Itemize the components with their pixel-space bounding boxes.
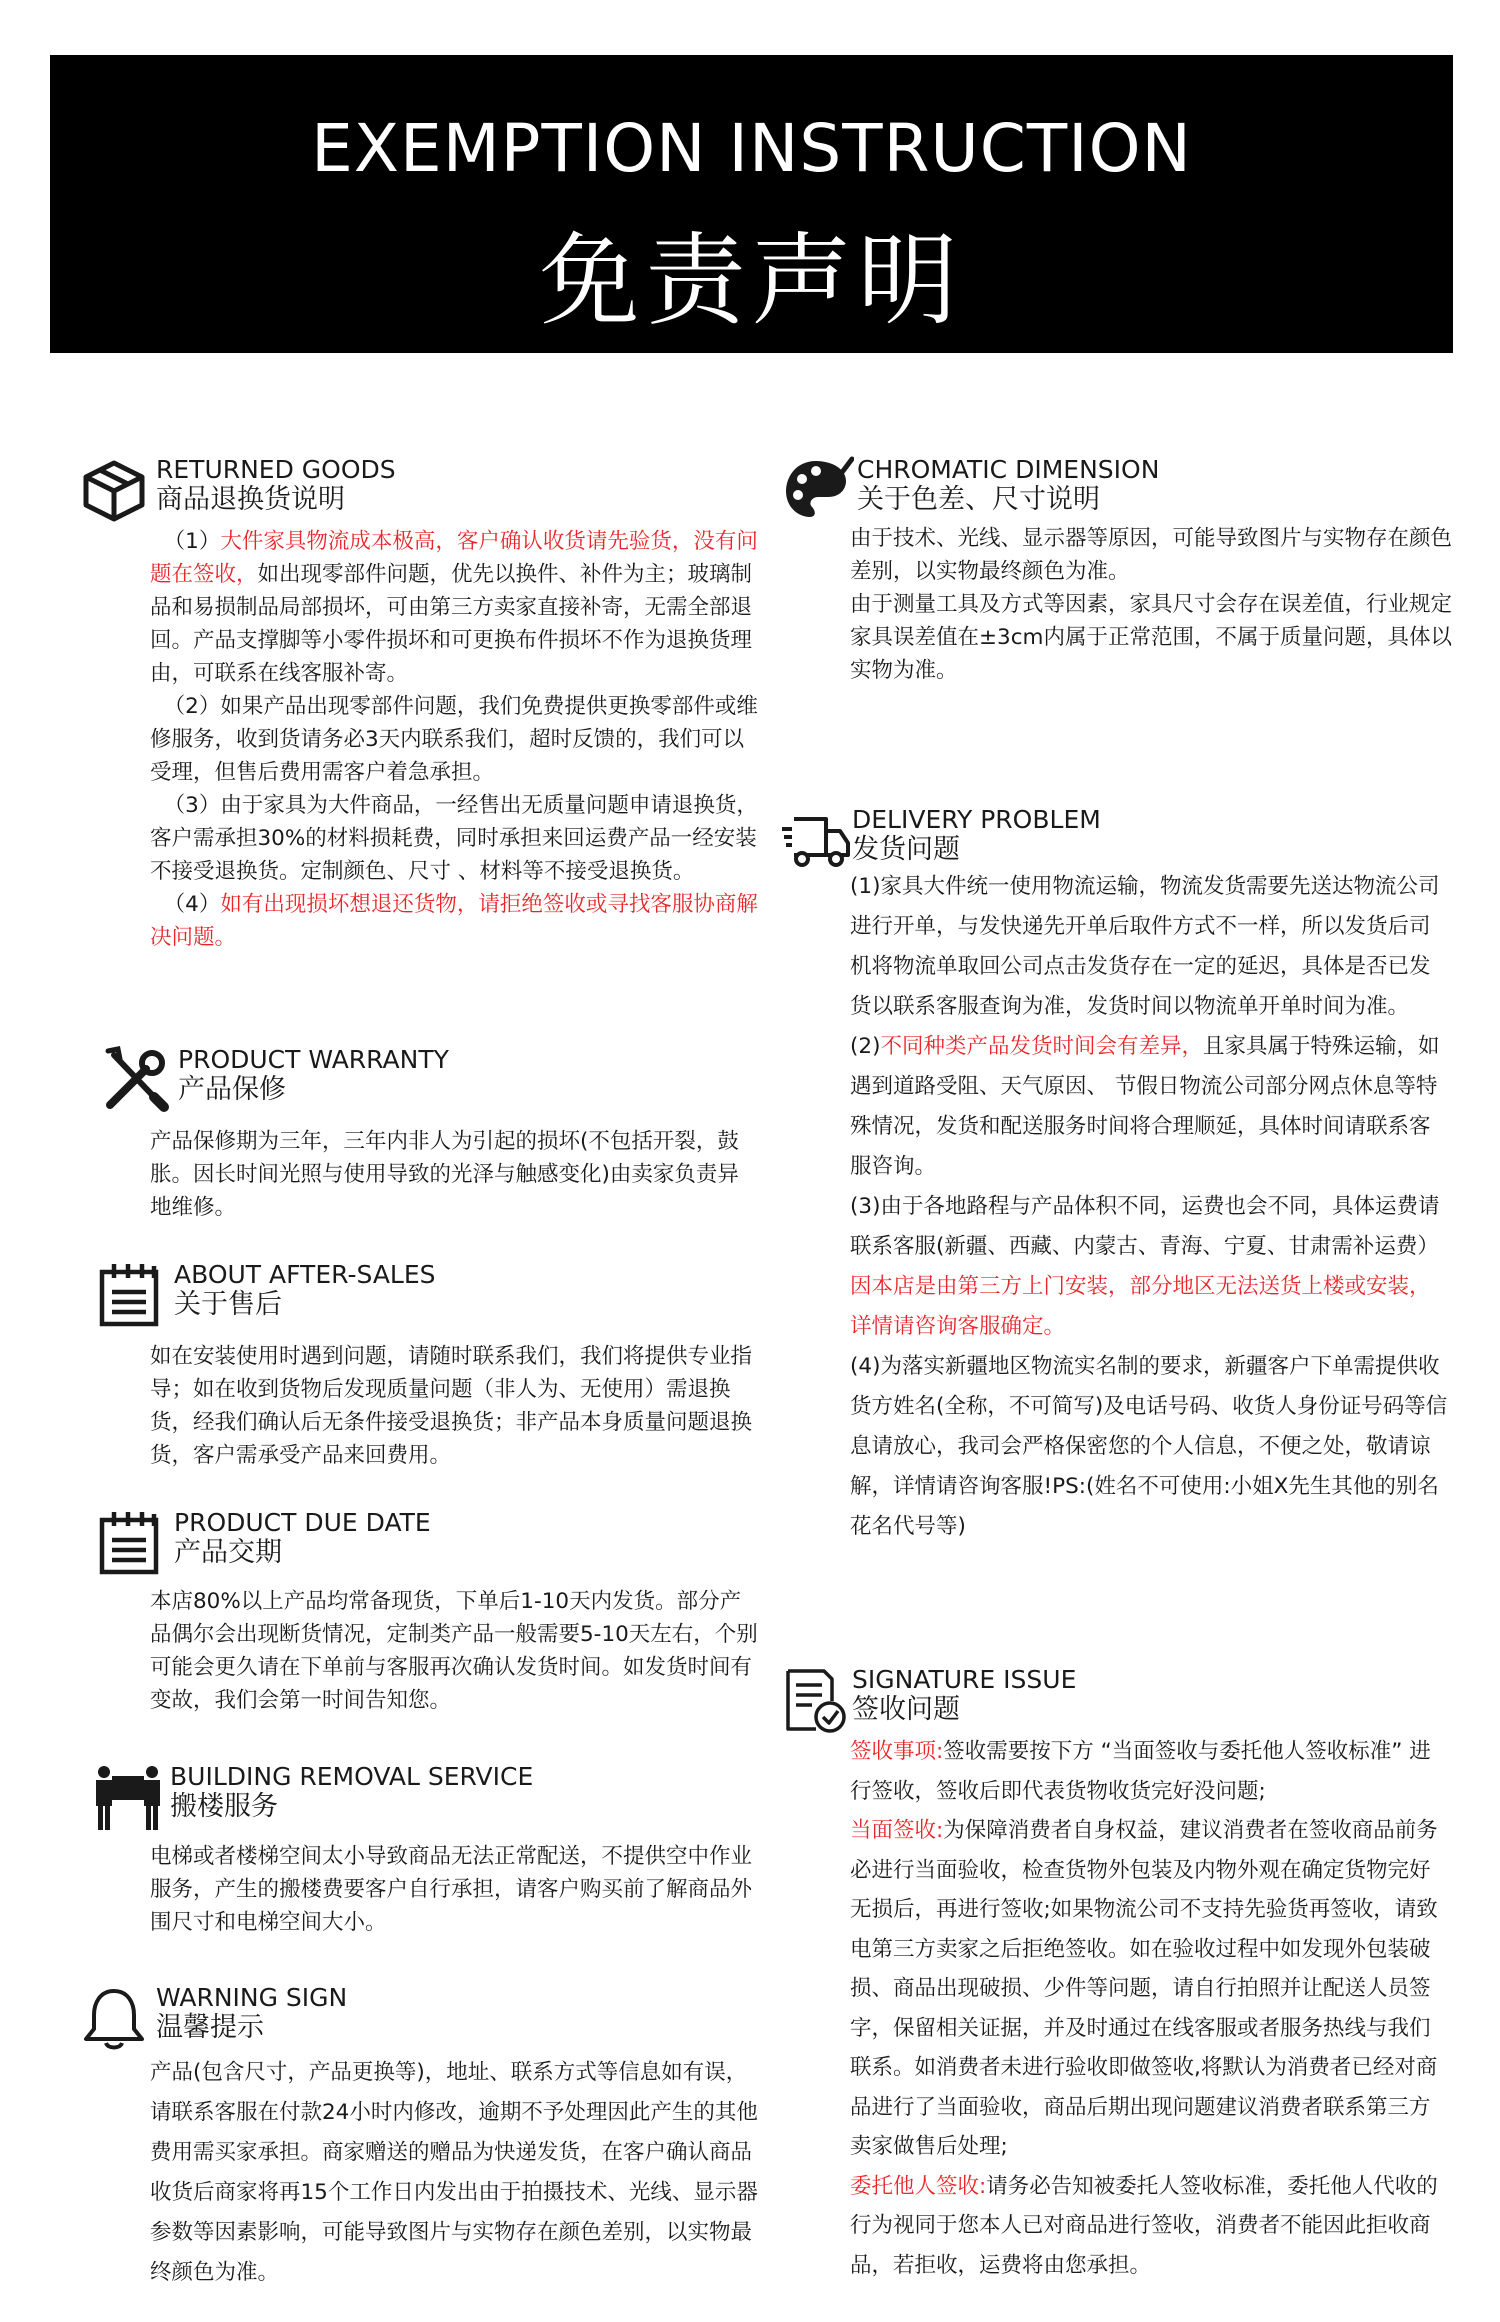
paragraph: 电梯或者楼梯空间太小导致商品无法正常配送，不提供空中作业服务，产生的搬楼费要客户自行承担，请客户购买前了解商品外围尺寸和电梯空间大小。	[150, 1844, 753, 1935]
paragraph: 由于测量工具及方式等因素，家具尺寸会存在误差值，行业规定家具误差值在±3cm内属于正常范围，不属于质量问题，具体以实物为准。	[850, 592, 1453, 683]
section-title-en: PRODUCT DUE DATE	[174, 1508, 431, 1537]
section-title-en: RETURNED GOODS	[156, 455, 396, 484]
highlight-text: 如有出现损坏想退还货物，请拒绝签收或寻找客服协商解决问题。	[150, 892, 758, 950]
section-title-cn: 产品交期	[174, 1537, 282, 1568]
calendar-list-icon	[96, 1508, 168, 1580]
paragraph: 委托他人签收:请务必告知被委托人签收标准，委托他人代收的行为视同于您本人已对商品进行签收，消费者不能因此拒收商品，若拒收，运费将由您承担。	[850, 2173, 1438, 2278]
section-title-cn: 产品保修	[178, 1074, 286, 1105]
calendar-list-icon	[96, 1260, 168, 1332]
paragraph: 当面签收:为保障消费者自身权益，建议消费者在签收商品前务必进行当面验收，检查货物外包装及内物外观在确定货物完好无损后，再进行签收;如果物流公司不支持先验货再签收，请致电第三方卖家之后拒绝签收。如在验收过程中如发现外包装破损、商品出现破损、少件等问题，请自行拍照并让配送人员签字，保留相关证据，并及时通过在线客服或者服务热线与我们联系。如消费者未进行验收即做签收,将默认为消费者已经对商品进行了当面验收，商品后期出现问题建议消费者联系第三方卖家做售后处理;	[850, 1818, 1438, 2159]
paragraph: （4）如有出现损坏想退还货物，请拒绝签收或寻找客服协商解决问题。	[150, 892, 758, 950]
signed-document-icon	[780, 1665, 852, 1737]
bell-icon	[78, 1983, 150, 2055]
paragraph: （3）由于家具为大件商品，一经售出无质量问题申请退换货，客户需承担30%的材料损耗费，同时承担来回运费产品一经安装不接受退换货。定制颜色、尺寸 、材料等不接受退换货。	[150, 793, 758, 884]
section-title-en: BUILDING REMOVAL SERVICE	[170, 1762, 534, 1791]
paragraph: 产品保修期为三年，三年内非人为引起的损坏(不包括开裂，鼓胀。因长时间光照与使用导致的光泽与触感变化)由卖家负责异地维修。	[150, 1129, 739, 1220]
wrench-screwdriver-icon	[100, 1045, 172, 1117]
section-title-en: ABOUT AFTER-SALES	[174, 1260, 436, 1289]
paragraph: （2）如果产品出现零部件问题，我们免费提供更换零部件或维修服务，收到货请务必3天内联系我们，超时反馈的，我们可以受理，但售后费用需客户着急承担。	[150, 694, 758, 785]
section-title-cn: 发货问题	[852, 834, 960, 865]
after-sales-text	[150, 1340, 760, 1472]
paragraph: （1）大件家具物流成本极高，客户确认收货请先验货，没有问题在签收，如出现零部件问题，优先以换件、补件为主；玻璃制品和易损制品局部损坏，可由第三方卖家直接补寄，无需全部退回。产品支撑脚等小零件损坏和可更换布件损坏不作为退换货理由，可联系在线客服补寄。	[150, 529, 758, 686]
highlight-text: 当面签收:	[850, 1818, 944, 1843]
section-title-cn: 商品退换货说明	[156, 484, 345, 515]
header-banner	[50, 55, 1453, 353]
section-title-cn: 搬楼服务	[170, 1791, 278, 1822]
section-title-cn: 签收问题	[852, 1694, 960, 1725]
paragraph: 本店80%以上产品均常备现货，下单后1-10天内发货。部分产品偶尔会出现断货情况，定制类产品一般需要5-10天左右，个别可能会更久请在下单前与客服再次确认发货时间。如发货时间有变故，我们会第一时间告知您。	[150, 1589, 758, 1713]
highlight-text: 签收事项:	[850, 1739, 944, 1764]
chromatic-text	[850, 522, 1460, 687]
delivery-truck-icon	[780, 805, 852, 877]
section-title-cn: 关于色差、尺寸说明	[857, 484, 1100, 515]
section-title-en: DELIVERY PROBLEM	[852, 805, 1101, 834]
section-title-en: CHROMATIC DIMENSION	[857, 455, 1160, 484]
highlight-text: 大件家具物流成本极高，客户确认收货请先验货，没有问题在签收，	[150, 529, 758, 587]
returned-goods-text	[150, 525, 760, 954]
box-icon	[78, 455, 150, 527]
paragraph: 产品(包含尺寸，产品更换等)，地址、联系方式等信息如有误，请联系客服在付款24小时内修改，逾期不予处理因此产生的其他费用需买家承担。商家赠送的赠品为快递发货，在客户确认商品收货后商家将再15个工作日内发出由于拍摄技术、光线、显示器参数等因素影响，可能导致图片与实物存在颜色差别，以实物最终颜色为准。	[150, 2060, 758, 2285]
paragraph: (3)由于各地路程与产品体积不同，运费也会不同，具体运费请联系客服(新疆、西藏、内蒙古、青海、宁夏、甘肃需补运费）因本店是由第三方上门安装，部分地区无法送货上楼或安装，详情请咨询客服确定。	[850, 1194, 1440, 1339]
highlight-text: 不同种类产品发货时间会有差异，	[880, 1034, 1203, 1059]
signature-text	[850, 1732, 1450, 2285]
section-title-en: PRODUCT WARRANTY	[178, 1045, 449, 1074]
highlight-text: 因本店是由第三方上门安装，部分地区无法送货上楼或安装，详情请咨询客服确定。	[850, 1274, 1431, 1339]
palette-icon	[782, 455, 854, 527]
due-date-text	[150, 1585, 760, 1717]
section-title-cn: 温馨提示	[156, 2012, 264, 2043]
paragraph: (1)家具大件统一使用物流运输，物流发货需要先送达物流公司进行开单，与发快递先开单后取件方式不一样，所以发货后司机将物流单取回公司点击发货存在一定的延迟，具体是否已发货以联系客服查询为准，发货时间以物流单开单时间为准。	[850, 874, 1440, 1019]
paragraph: 签收事项:签收需要按下方 “当面签收与委托他人签收标准” 进行签收，签收后即代表货物收货完好没问题;	[850, 1739, 1431, 1804]
section-title-en: SIGNATURE ISSUE	[852, 1665, 1077, 1694]
section-title-cn: 关于售后	[174, 1289, 282, 1320]
banner-title-en: EXEMPTION INSTRUCTION	[311, 110, 1192, 187]
paragraph: (2)不同种类产品发货时间会有差异，且家具属于特殊运输，如遇到道路受阻、天气原因、 节假日物流公司部分网点休息等特殊情况，发货和配送服务时间将合理顺延，具体时间请联系客服咨询。	[850, 1034, 1440, 1179]
paragraph: 由于技术、光线、显示器等原因，可能导致图片与实物存在颜色差别，以实物最终颜色为准。	[850, 526, 1453, 584]
paragraph: (4)为落实新疆地区物流实名制的要求，新疆客户下单需提供收货方姓名(全称，不可简写)及电话号码、收货人身份证号码等信息请放心，我司会严格保密您的个人信息，不便之处，敬请谅解，详情请咨询客服!PS:(姓名不可使用:小姐X先生其他的别名花名代号等)	[850, 1354, 1448, 1539]
building-removal-text	[150, 1840, 760, 1939]
section-title-en: WARNING SIGN	[156, 1983, 348, 2012]
product-warranty-text	[150, 1125, 760, 1224]
delivery-text	[850, 867, 1450, 1547]
banner-title-cn: 免责声明	[539, 222, 964, 339]
paragraph: 如在安装使用时遇到问题，请随时联系我们，我们将提供专业指导；如在收到货物后发现质量问题（非人为、无使用）需退换货，经我们确认后无条件接受退换货；非产品本身质量问题退换货，客户需承受产品来回费用。	[150, 1344, 753, 1468]
highlight-text: 委托他人签收:	[850, 2173, 987, 2199]
warning-sign-text	[150, 2053, 760, 2293]
movers-icon	[92, 1762, 164, 1834]
